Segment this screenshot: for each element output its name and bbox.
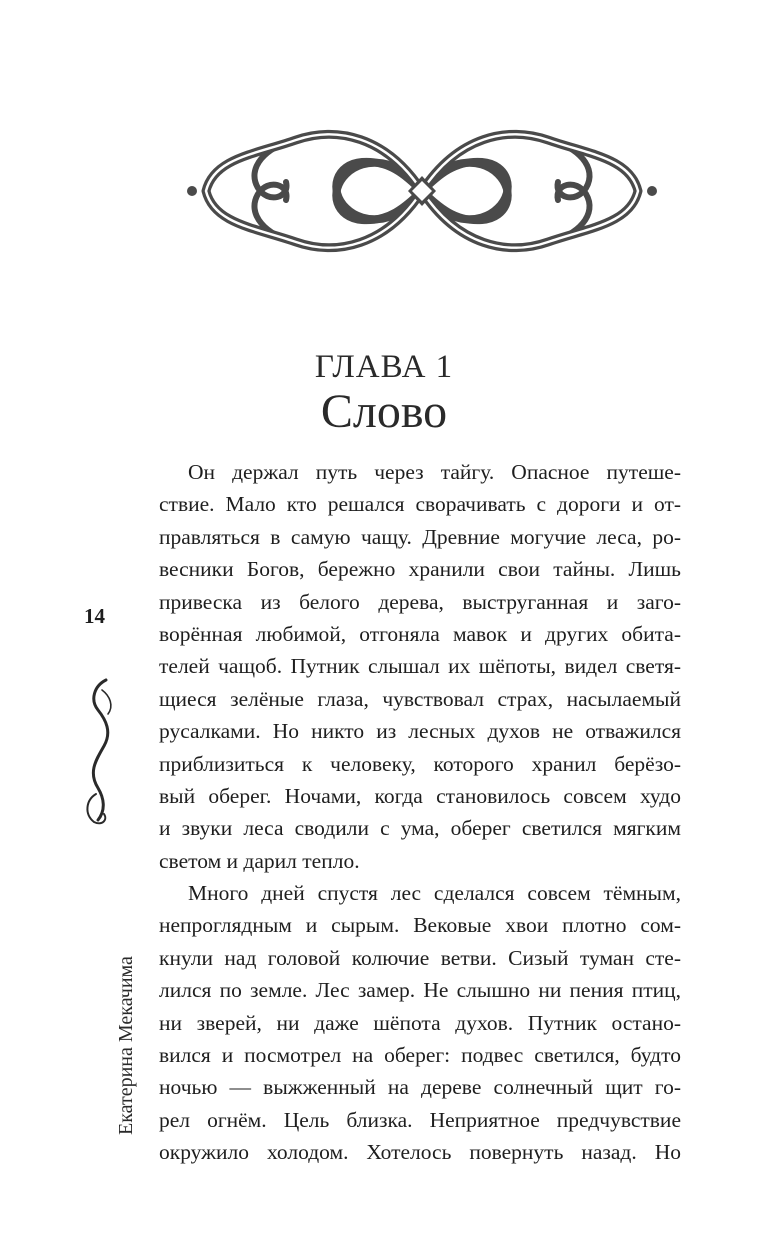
text-line: окружило холодом. Хотелось повернуть назад. Но bbox=[159, 1140, 681, 1165]
text-line: вился и посмотрел на оберег: подвес светился, будто bbox=[159, 1043, 681, 1068]
chapter-title: Слово bbox=[320, 385, 448, 438]
text-line: приблизиться к человеку, которого хранил берёзо- bbox=[159, 751, 681, 776]
text-line: Много дней спустя лес сделался совсем тёмным, bbox=[188, 881, 681, 906]
vertical-flourish-icon bbox=[76, 676, 124, 828]
text-line: русалками. Но никто из лесных духов не отважился bbox=[159, 719, 681, 744]
body-text bbox=[159, 456, 681, 1169]
text-line: светом и дарил тепло. bbox=[159, 848, 360, 873]
text-line: ни зверей, ни даже шёпота духов. Путник остано- bbox=[159, 1010, 681, 1035]
text-line: ствие. Мало кто решался сворачивать с дороги и от- bbox=[159, 492, 681, 517]
text-line: щиеся зелёные глаза, чувствовал страх, насылаемый bbox=[159, 686, 681, 711]
text-line: рел огнём. Цель близка. Неприятное предчувствие bbox=[159, 1107, 681, 1132]
text-line: привеска из белого дерева, выструганная и заго- bbox=[159, 589, 681, 614]
page-number: 14 bbox=[84, 604, 105, 628]
text-line: кнули над головой колючие ветви. Сизый туман сте- bbox=[159, 945, 681, 970]
text-line: ворённая любимой, отгоняла мавок и других обита- bbox=[159, 621, 681, 646]
celtic-knot-ornament-icon bbox=[186, 118, 658, 264]
text-line: весники Богов, бережно хранили свои тайны. Лишь bbox=[159, 557, 681, 582]
text-line: телей чащоб. Путник слышал их шёпоты, видел светя- bbox=[159, 654, 681, 679]
text-line: правляться в самую чащу. Древние могучие леса, ро- bbox=[159, 524, 681, 549]
chapter-label: ГЛАВА 1 bbox=[314, 349, 454, 385]
text-line: вый оберег. Ночами, когда становилось совсем худо bbox=[159, 783, 681, 808]
text-line: ночью — выжженный на дереве солнечный щит го- bbox=[159, 1075, 681, 1100]
running-author: Екатерина Мекачима bbox=[115, 956, 137, 1135]
text-line: и звуки леса сводили с ума, оберег светился мягким bbox=[159, 816, 681, 841]
text-line: лился по земле. Лес замер. Не слышно ни пения птиц, bbox=[159, 978, 681, 1003]
text-line: непроглядным и сырым. Вековые хвои плотно сом- bbox=[159, 913, 681, 938]
text-line: Он держал путь через тайгу. Опасное путеше- bbox=[188, 460, 681, 484]
